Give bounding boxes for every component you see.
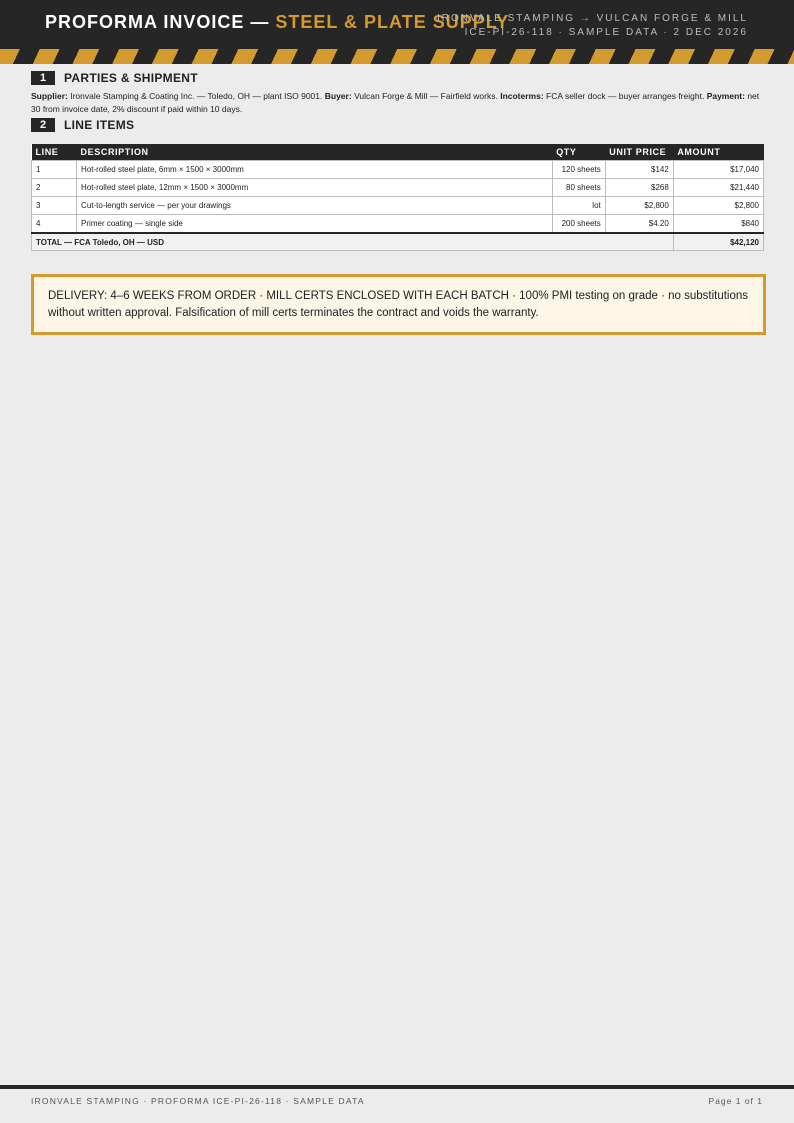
cell-line: 3 — [32, 197, 77, 215]
supplier-label: Supplier: — [31, 91, 68, 101]
cell-amount: $17,040 — [673, 161, 763, 179]
cell-line: 2 — [32, 179, 77, 197]
footer-left: IRONVALE STAMPING · PROFORMA ICE-PI-26-118 · SAMPLE DATA — [31, 1096, 365, 1106]
total-amount: $42,120 — [673, 233, 763, 251]
section-number: 1 — [31, 71, 55, 85]
title-main: PROFORMA INVOICE — — [45, 12, 270, 32]
cell-qty: 200 sheets — [552, 215, 605, 234]
cell-description: Cut-to-length service — per your drawings — [77, 197, 553, 215]
incoterms-label: Incoterms: — [500, 91, 544, 101]
cell-unit-price: $142 — [605, 161, 673, 179]
section-title: LINE ITEMS — [64, 118, 135, 132]
cell-description: Hot-rolled steel plate, 12mm × 1500 × 3000mm — [77, 179, 553, 197]
hazard-stripe — [0, 49, 794, 64]
section-line-items-heading — [31, 118, 134, 132]
table-row — [32, 161, 764, 179]
total-row — [32, 233, 764, 251]
page-number: Page 1 of 1 — [708, 1096, 763, 1106]
cell-qty: 80 sheets — [552, 179, 605, 197]
cell-amount: $840 — [673, 215, 763, 234]
header-parties-line: IRONVALE STAMPING → VULCAN FORGE & MILL — [436, 13, 748, 24]
cell-qty: 120 sheets — [552, 161, 605, 179]
header-ref-line: ICE-PI-26-118 · SAMPLE DATA · 2 DEC 2026 — [464, 27, 748, 38]
section-title: PARTIES & SHIPMENT — [64, 71, 198, 85]
cell-description: Primer coating — single side — [77, 215, 553, 234]
header-line: LINE — [32, 144, 77, 161]
table-row — [32, 179, 764, 197]
section-parties-heading — [31, 71, 198, 85]
header-unit-price: UNIT PRICE — [605, 144, 673, 161]
table-row — [32, 197, 764, 215]
cell-line: 4 — [32, 215, 77, 234]
header-meta — [437, 12, 748, 40]
cell-qty: lot — [552, 197, 605, 215]
delivery-note: DELIVERY: 4–6 WEEKS FROM ORDER · MILL CERTS ENCLOSED WITH EACH BATCH · 100% PMI testing on grade · no substitutions without written approval. Falsification of mill certs terminates the contract and voids the warranty. — [31, 274, 766, 335]
header-amount: AMOUNT — [673, 144, 763, 161]
header-qty: QTY — [552, 144, 605, 161]
page-header — [0, 0, 794, 64]
total-label: TOTAL — FCA Toledo, OH — USD — [32, 233, 674, 251]
cell-unit-price: $2,800 — [605, 197, 673, 215]
buyer-text: Vulcan Forge & Mill — Fairfield works. — [354, 91, 498, 101]
supplier-text: Ironvale Stamping & Coating Inc. — Toledo, OH — plant ISO 9001. — [70, 91, 323, 101]
table-row — [32, 215, 764, 234]
cell-unit-price: $4.20 — [605, 215, 673, 234]
section-number: 2 — [31, 118, 55, 132]
table-header-row — [32, 144, 764, 161]
parties-paragraph — [31, 90, 764, 116]
line-items-table — [31, 144, 764, 251]
cell-unit-price: $268 — [605, 179, 673, 197]
cell-amount: $21,440 — [673, 179, 763, 197]
payment-label: Payment: — [706, 91, 745, 101]
title-accent: STEEL & PLATE SUPPLY — [275, 12, 510, 32]
buyer-label: Buyer: — [324, 91, 352, 101]
cell-line: 1 — [32, 161, 77, 179]
payment-text: net 30 from invoice date, 2% discount if paid within 10 days. — [31, 91, 760, 114]
footer-rule — [0, 1085, 794, 1089]
cell-description: Hot-rolled steel plate, 6mm × 1500 × 3000mm — [77, 161, 553, 179]
cell-amount: $2,800 — [673, 197, 763, 215]
incoterms-text: FCA seller dock — buyer arranges freight. — [546, 91, 705, 101]
header-description: DESCRIPTION — [77, 144, 553, 161]
